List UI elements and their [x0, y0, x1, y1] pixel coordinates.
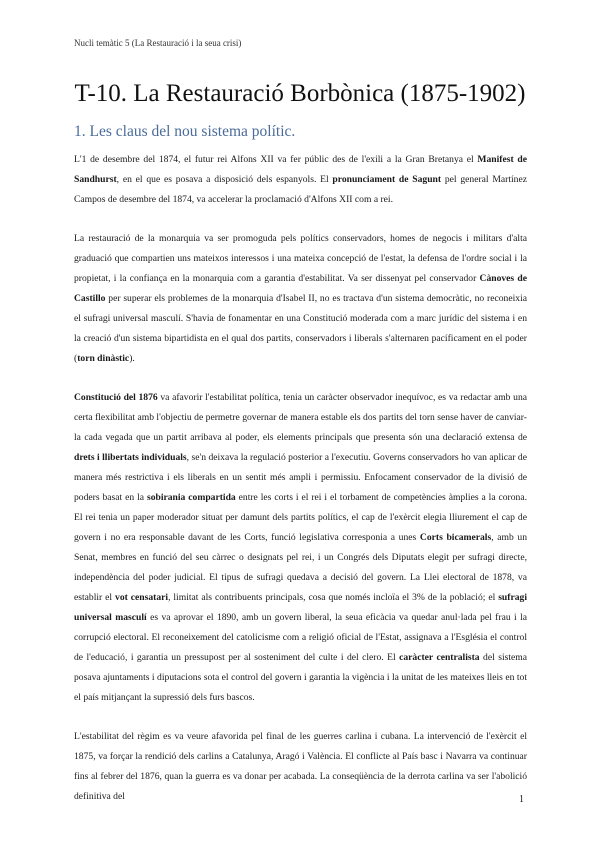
paragraph	[74, 150, 527, 210]
bold-term: drets i llibertats individuals	[74, 452, 187, 463]
bold-term: pronunciament de Sagunt	[332, 174, 442, 185]
section-heading: 1. Les claus del nou sistema polític.	[74, 123, 296, 140]
text-run: del sistema posava ajuntaments i diputacions sota el control del govern i garantia la vigència i la unitat de les mateixes lleis en tot el país mitjançant la supressió dels furs bascos.	[74, 652, 527, 703]
text-run: ).	[129, 353, 135, 364]
page-title: T-10. La Restauració Borbònica (1875-1902)	[74, 80, 526, 107]
paragraph	[74, 229, 527, 369]
bold-term: Cànoves de Castillo	[74, 273, 527, 304]
bold-term: torn dinàstic	[77, 353, 130, 364]
text-run: pel general Martínez Campos de desembre del 1874, va accelerar la proclamació d'Alfons XII com a rei.	[74, 174, 527, 205]
text-run: entre les corts i el rei i el torbament de competències àmplies a la corona. El rei tenia un paper moderador situat per damunt dels partits polítics, el cap de l'exèrcit elegia lliurement el cap de govern i no era responsable davant de les Corts, funció legislativa corresponia a unes	[74, 492, 528, 543]
document-body	[74, 150, 527, 826]
text-run: , limitat als contribuents principals, cosa que només incloïa el 3% de la població; el	[168, 592, 499, 603]
bold-term: sufragi universal masculí	[74, 592, 527, 623]
text-run: , amb un Senat, membres en funció del seu càrrec o designats pel rei, i un Congrés dels Diputats elegit per sufragi directe, independència del poder judicial. El tipus de sufragi quedava a decisió del govern. La Llei electoral de 1878, va establir el	[74, 532, 528, 603]
paragraph	[74, 388, 527, 708]
text-run: , en el que es posava a disposició dels espanyols. El	[116, 174, 333, 185]
text-run: La restauració de la monarquia va ser promoguda pels polítics conservadors, homes de negocis i militars d'alta graduació que compartien uns mateixos interessos i una mateixa concepció de l'estat, la defensa de l'ordre social i la propietat, i la confiança en la monarquia com a garantia d'estabilitat. Va ser dissenyat pel conservador	[74, 233, 527, 284]
text-run: L'1 de desembre del 1874, el futur rei Alfons XII va fer públic des de l'exili a la Gran Bretanya el	[74, 154, 478, 165]
paragraph	[74, 727, 527, 807]
bold-term: caràcter centralista	[399, 652, 480, 663]
bold-term: sobirania compartida	[146, 492, 236, 503]
bold-term: Manifest de Sandhurst	[74, 154, 527, 185]
bold-term: Corts bicamerals	[419, 532, 492, 543]
page-number: 1	[519, 794, 524, 805]
bold-term: Constitució del 1876	[74, 392, 158, 403]
text-run: es va aprovar el 1890, amb un govern liberal, la seua eficàcia va quedar anul·lada pel frau i la corrupció electoral. El reconeixement del catolicisme com a religió oficial de l'Estat, assignava a l'Església el control de l'educació, i garantia un pressupost per al sosteniment del culte i del clero. El	[74, 612, 527, 663]
text-run: per superar els problemes de la monarquia d'Isabel II, no es tractava d'un sistema democràtic, no reconeixia el sufragi universal masculí. S'havia de fonamentar en una Constitució moderada com a marc jurídic del sistema i en la creació d'un sistema bipartidista en el qual dos partits, conservadors i liberals s'alternaren pacíficament en el poder (	[74, 293, 527, 364]
text-run: va afavorir l'estabilitat política, tenia un caràcter observador inequívoc, es va redactar amb una certa flexibilitat amb l'objectiu de permetre governar de manera estable els dos partits del torn sense haver de canviar-la cada vegada que un partit arribava al poder, els elements principals que presenta són una declaració extensa de	[74, 392, 527, 443]
running-header: Nucli temàtic 5 (La Restauració i la seua crisi)	[74, 38, 242, 48]
text-run: L'estabilitat del règim es va veure afavorida pel final de les guerres carlina i cubana. La intervenció de l'exèrcit el 1875, va forçar la rendició dels carlins a Catalunya, Aragó i València. El conflicte al País basc i Navarra va continuar fins al febrer del 1876, quan la guerra es va donar per acabada. La conseqüència de la derrota carlina va ser l'abolició definitiva del	[74, 731, 527, 802]
text-run: , se'n deixava la regulació posterior a l'executiu. Governs conservadors ho van aplicar de manera més restrictiva i els liberals en un sentit més ampli i permissiu. Enfocament conservador de la divisió de poders basat en la	[74, 452, 527, 503]
bold-term: vot censatari	[115, 592, 169, 603]
